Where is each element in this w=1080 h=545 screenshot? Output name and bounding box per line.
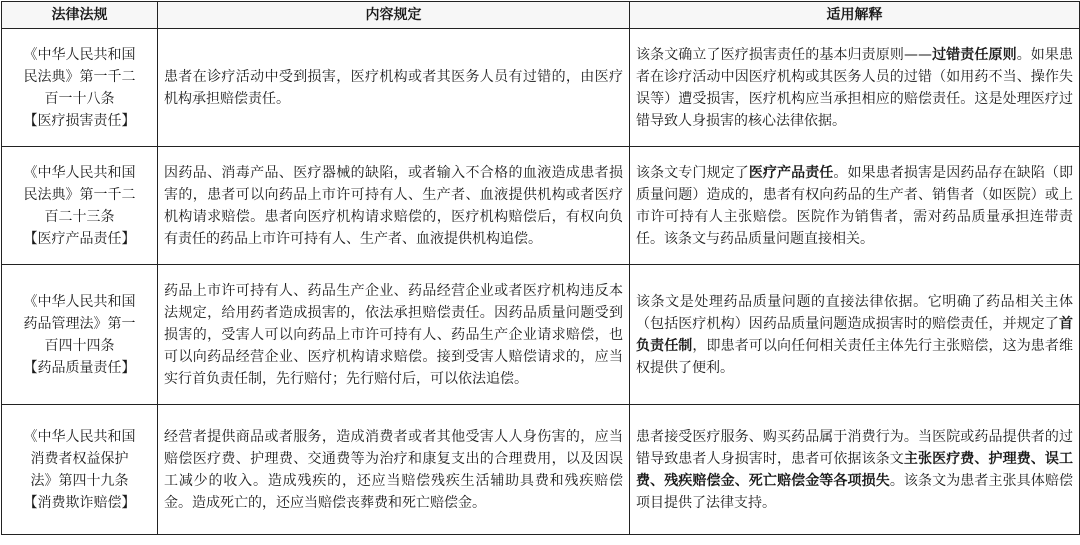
explain-text: 。该条文为患者主张具体赔偿项目提供了法律支持。 [636,472,1074,511]
explain-highlight: 首负责任制 [636,315,1073,354]
law-line: 药品管理法》第一 [23,315,136,332]
law-cell [2,265,158,405]
table-row [2,29,1080,147]
content-cell: 因药品、消毒产品、医疗器械的缺陷，或者输入不合格的血液造成患者损害的，患者可以向药品上市许可持有人、生产者、血液提供机构或者医疗机构请求赔偿。患者向医疗机构请求赔偿的，医疗机构赔偿后，有权向负有责任的药品上市许可持有人、生产者、血液提供机构追偿。 [158,147,630,265]
explain-cell [630,265,1080,405]
table-row [2,405,1080,535]
explain-text: 该条文是处理药品质量问题的直接法律依据。它明确了药品相关主体（包括医疗机构）因药品质量问题造成损害时的赔偿责任，并规定了 [636,293,1073,332]
law-cell [2,29,158,147]
explain-cell [630,405,1080,535]
table-row [2,265,1080,405]
law-line: 民法典》第一千二 [23,68,136,85]
content-cell: 患者在诊疗活动中受到损害，医疗机构或者其医务人员有过错的，由医疗机构承担赔偿责任。 [158,29,630,147]
law-line: 【医疗损害责任】 [23,112,136,129]
explain-highlight: 医疗产品责任 [748,164,834,181]
law-cell [2,405,158,535]
law-line: 百四十四条 [44,337,115,354]
header-content: 内容规定 [158,2,630,29]
explain-text: 该条文确立了医疗损害责任的基本归责原则—— [636,46,932,63]
law-line: 消费者权益保护 [30,450,129,467]
header-explain: 适用解释 [630,2,1080,29]
law-line: 《中华人民共和国 [23,164,136,181]
law-line: 百一十八条 [44,90,115,107]
explain-text: 该条文专门规定了 [636,164,749,181]
explain-text: 患者接受医疗服务、购买药品属于消费行为。当医院或药品提供者的过错导致患者人身损害时，患者可依据该条文 [636,428,1073,467]
law-line: 法》第四十九条 [30,472,129,489]
explain-text: ，即患者可以向任何相关责任主体先行主张赔偿，这为患者维权提供了便利。 [636,337,1074,376]
explain-text: 。如果患者在诊疗活动中因医疗机构或其医务人员的过错（如用药不当、操作失误等）遭受损害，医疗机构应当承担相应的赔偿责任。这是处理医疗过错导致人身损害的核心法律依据。 [636,46,1074,129]
explain-cell [630,147,1080,265]
content-cell: 经营者提供商品或者服务，造成消费者或者其他受害人人身伤害的，应当赔偿医疗费、护理费、交通费等为治疗和康复支出的合理费用，以及因误工减少的收入。造成残疾的，还应当赔偿残疾生活辅助具费和残疾赔偿金。造成死亡的，还应当赔偿丧葬费和死亡赔偿金。 [158,405,630,535]
law-line: 【医疗产品责任】 [23,230,136,247]
law-line: 【药品质量责任】 [23,359,136,376]
table-header-row [2,2,1080,29]
content-cell: 药品上市许可持有人、药品生产企业、药品经营企业或者医疗机构违反本法规定，给用药者造成损害的，依法承担赔偿责任。因药品质量问题受到损害的，受害人可以向药品上市许可持有人、药品生产企业请求赔偿，也可以向药品经营企业、医疗机构请求赔偿。接到受害人赔偿请求的，应当实行首负责任制，先行赔付；先行赔付后，可以依法追偿。 [158,265,630,405]
law-line: 《中华人民共和国 [23,293,136,310]
law-line: 民法典》第一千二 [23,186,136,203]
law-cell [2,147,158,265]
explain-cell [630,29,1080,147]
table-row [2,147,1080,265]
law-line: 《中华人民共和国 [23,46,136,63]
law-table [1,1,1080,535]
header-law: 法律法规 [2,2,158,29]
law-line: 百二十三条 [44,208,115,225]
explain-highlight: 主张医疗费、护理费、误工费、残疾赔偿金、死亡赔偿金等各项损失 [636,450,1074,489]
explain-text: 。如果患者损害是因药品存在缺陷（即质量问题）造成的，患者有权向药品的生产者、销售者（如医院）或上市许可持有人主张赔偿。医院作为销售者，需对药品质量承担连带责任。该条文与药品质量问题直接相关。 [636,164,1074,247]
explain-highlight: 过错责任原则 [931,46,1017,63]
law-line: 【消费欺诈赔偿】 [23,494,136,511]
law-line: 《中华人民共和国 [23,428,136,445]
